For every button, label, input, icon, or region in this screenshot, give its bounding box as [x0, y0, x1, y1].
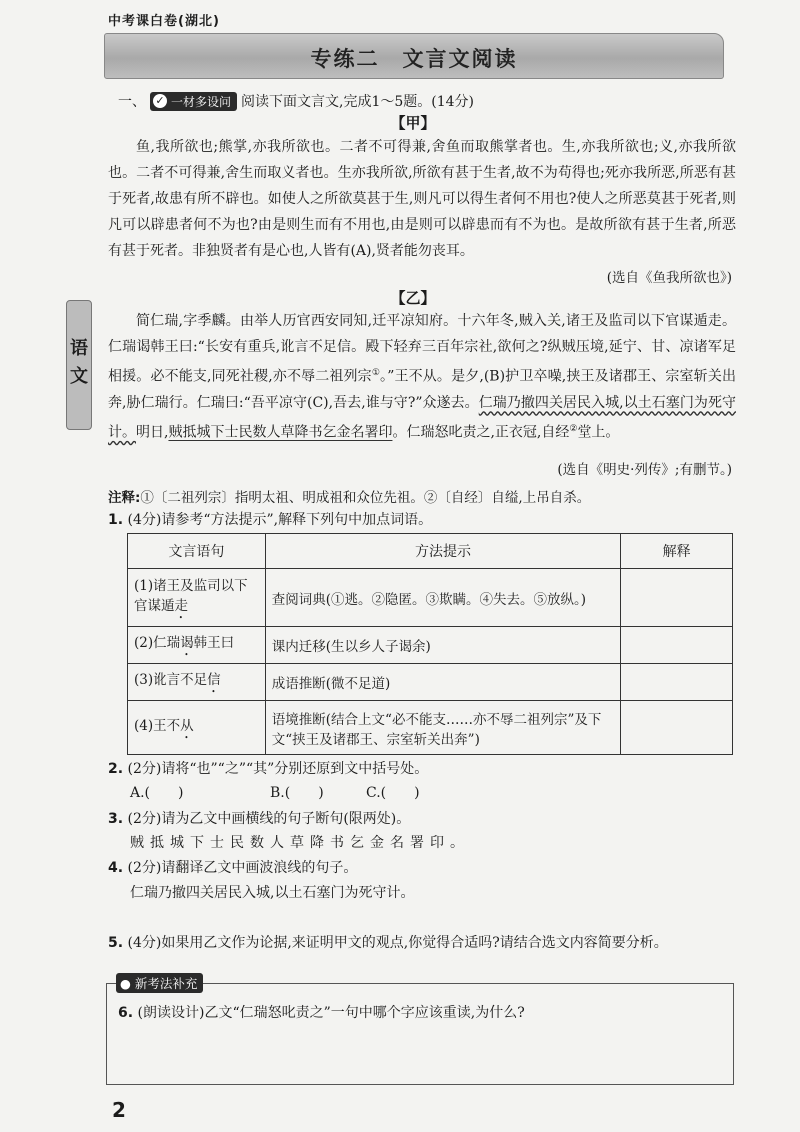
table-header-row: [128, 534, 733, 569]
passage-b-source: (选自《明史·列传》;有删节。): [557, 462, 732, 478]
book-header: 中考课白卷(湖北): [108, 14, 220, 29]
dotted-word: 走: [174, 597, 188, 614]
question-6-box: [106, 983, 734, 1085]
sentence-text: (4)王不: [134, 717, 181, 734]
banner-title: 专练二 文言文阅读: [310, 47, 518, 71]
dotted-word: 信: [207, 672, 221, 688]
sentence-cell: [128, 701, 266, 755]
dotted-word: 从: [180, 717, 194, 734]
multi-question-badge: [150, 92, 237, 111]
q6-number: 6.: [118, 1005, 134, 1021]
passage-b-part5: 堂上。: [577, 424, 620, 441]
sentence-text: 韩王曰: [193, 635, 235, 651]
answer-cell[interactable]: [621, 701, 733, 755]
section-instruction: 阅读下面文言文,完成1～5题。(14分): [241, 94, 475, 110]
answer-cell[interactable]: [621, 569, 733, 627]
q2-blank-c[interactable]: C.( ): [366, 785, 420, 801]
q2-number: 2.: [108, 761, 124, 777]
method-table: [127, 533, 733, 755]
passage-a: [108, 134, 736, 264]
passage-a-source: (选自《鱼我所欲也》): [606, 270, 732, 286]
q4-sentence: 仁瑞乃撤四关居民入城,以土石塞门为死守计。: [130, 885, 415, 901]
passage-b-text: [108, 308, 736, 445]
question-1: [108, 507, 738, 533]
passage-b-heading: 【乙】: [390, 289, 436, 307]
hint-cell: 成语推断(微不足道): [265, 664, 620, 701]
note-marker-2: ②: [569, 423, 578, 434]
sentence-cell: [128, 664, 266, 701]
passage-a-text: 鱼,我所欲也;熊掌,亦我所欲也。二者不可得兼,舍鱼而取熊掌者也。生,亦我所欲也;义,亦我所欲也。二者不可得兼,舍生而取义者也。生亦我所欲,所欲有甚于生者,故不为苟得也;死亦我所恶,所恶有甚于死者,故患有所不辟也。如使人之所欲莫甚于生,则凡可以得生者何不用也?使人之所恶莫甚于死者,则凡可以辟患者何不为也?由是则生而有不用也,由是则可以辟患而有不为也。是故所欲有甚于生者,所恶有甚于死者。非独贤者有是心也,人皆有(A),贤者能勿丧耳。: [108, 139, 736, 259]
question-2: [108, 756, 738, 782]
dotted-word: 谒: [180, 635, 194, 651]
sentence-text: (2)仁瑞: [134, 635, 181, 651]
q1-text: (4分)请参考“方法提示”,解释下列句中加点词语。: [127, 512, 433, 528]
q2-blank-a[interactable]: A.( ): [130, 785, 184, 801]
passage-a-heading: 【甲】: [390, 114, 436, 132]
underlined-sentence: 贼抵城下士民数人草降书乞金名署印: [168, 424, 393, 441]
annotations-text: ①〔二祖列宗〕指明太祖、明成祖和众位先祖。②〔自经〕自缢,上吊自杀。: [140, 490, 591, 506]
question-4: [108, 855, 738, 881]
hint-cell: 课内迁移(生以乡人子谒余): [265, 627, 620, 664]
column-header: 文言语句: [128, 534, 266, 569]
new-method-label: 新考法补充: [134, 976, 198, 991]
badge-label: 一材多设问: [171, 94, 232, 109]
page-number: 2: [112, 1098, 126, 1122]
lightbulb-icon: ●: [120, 976, 131, 991]
q2-blank-b[interactable]: B.( ): [270, 785, 324, 801]
column-header: 方法提示: [265, 534, 620, 569]
q1-number: 1.: [108, 512, 124, 528]
section-number: 一、: [118, 94, 146, 110]
answer-cell[interactable]: [621, 664, 733, 701]
q6-text: (朗读设计)乙文“仁瑞怒叱责之”一句中哪个字应该重读,为什么?: [137, 1005, 525, 1021]
q5-text: (4分)如果用乙文作为论据,来证明甲文的观点,你觉得合适吗?请结合选文内容简要分析。: [127, 935, 668, 951]
subject-side-tab: [66, 300, 92, 430]
q3-text: (2分)请为乙文中画横线的句子断句(限两处)。: [127, 811, 411, 827]
annotations-label: 注释:: [108, 490, 141, 506]
hint-cell: 查阅词典(①逃。②隐匿。③欺瞒。④失去。⑤放纵。): [265, 569, 620, 627]
q3-sentence: 贼抵城下士民数人草降书乞金名署印。: [130, 835, 470, 851]
sentence-cell: [128, 627, 266, 664]
section-heading: [118, 91, 474, 111]
table-row: [128, 701, 733, 755]
passage-b-part4: 。仁瑞怒叱责之,正衣冠,自经: [392, 424, 570, 441]
q4-number: 4.: [108, 860, 124, 876]
q5-number: 5.: [108, 935, 124, 951]
wavy-underlined-sentence: 仁瑞乃撤四关居民入城,以土石塞门为死守计。: [108, 394, 736, 441]
passage-b: [108, 308, 736, 445]
question-6: [118, 1000, 722, 1026]
table-row: [128, 627, 733, 664]
sentence-cell: [128, 569, 266, 627]
new-method-badge: [116, 973, 203, 993]
sentence-text: (1)诸王及监司以下官谋遁: [134, 577, 248, 614]
sentence-text: (3)讹言不足: [134, 672, 208, 688]
question-3: [108, 806, 738, 832]
passage-b-part2: 。”王不从。是夕,(B)护卫卒噪,挟王及诸郡王、宗室斩关出奔,胁仁瑞行。仁瑞曰:“吾平凉守(C),吾去,谁与守?”众遂去。: [108, 368, 736, 411]
passage-b-part1: 简仁瑞,字季麟。由举人历官西安同知,迁平凉知府。十六年冬,贼入关,诸王及监司以下官谋遁走。仁瑞谒韩王曰:“长安有重兵,讹言不足信。殿下轻弃三百年宗社,欲何之?纵贼压境,延宁、甘、凉诸军足相援。必不能支,同死社稷,亦不辱二祖列宗: [108, 313, 736, 385]
section-banner: [104, 33, 724, 79]
subject-label: 语文: [70, 338, 88, 387]
annotations: [108, 486, 590, 506]
note-marker-1: ①: [371, 368, 381, 378]
hint-cell: 语境推断(结合上文“必不能支……亦不辱二祖列宗”及下文“挟王及诸郡王、宗室斩关出奔”): [265, 701, 620, 755]
question-5: [108, 930, 738, 956]
passage-b-part3: 明日,: [136, 424, 169, 441]
column-header: 解释: [621, 534, 733, 569]
q4-text: (2分)请翻译乙文中画波浪线的句子。: [127, 860, 358, 876]
answer-cell[interactable]: [621, 627, 733, 664]
q3-number: 3.: [108, 811, 124, 827]
check-icon: ✓: [153, 94, 167, 108]
q2-text: (2分)请将“也”“之”“其”分别还原到文中括号处。: [127, 761, 429, 777]
table-row: [128, 569, 733, 627]
table-row: [128, 664, 733, 701]
